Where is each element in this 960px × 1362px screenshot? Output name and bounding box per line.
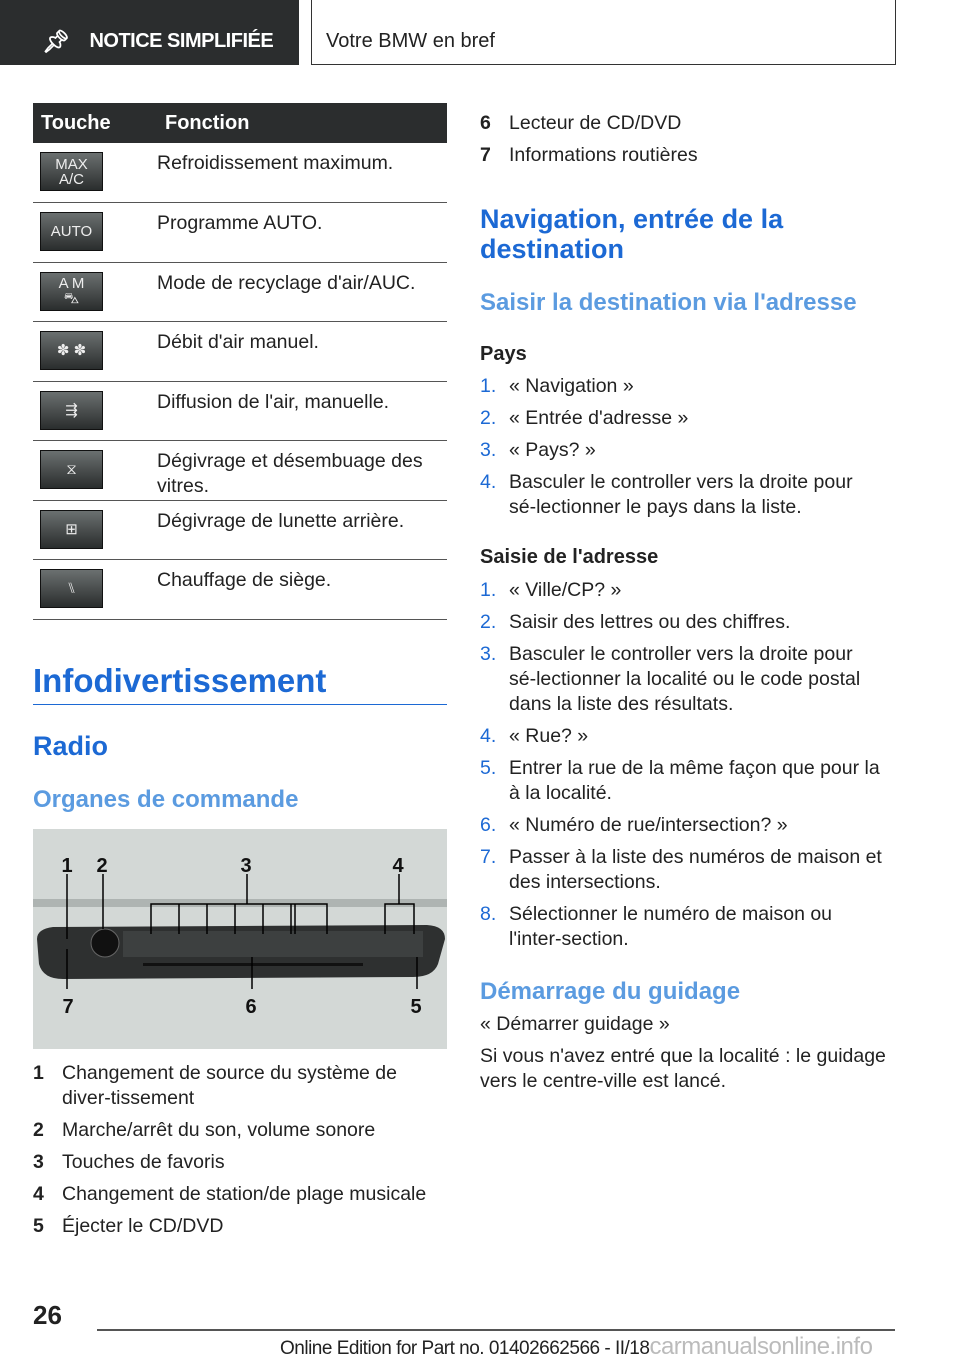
function-text: Programme AUTO. [157, 203, 447, 263]
key-label: ⇶ [65, 401, 78, 419]
item-number: 2. [480, 407, 497, 429]
list-item [480, 756, 895, 806]
list-item [480, 578, 895, 603]
key-label: ⑊ [66, 580, 76, 597]
item-number: 5 [33, 1215, 44, 1237]
list-item [480, 902, 895, 952]
list-item [480, 374, 895, 399]
radio-legend-list [33, 1061, 453, 1246]
list-item [33, 1061, 453, 1111]
saisie-steps [480, 578, 895, 959]
list-item [480, 813, 895, 838]
list-item [480, 406, 895, 431]
key-label: A M [58, 275, 85, 292]
item-text: Éjecter le CD/DVD [62, 1215, 224, 1237]
item-number: 1. [480, 375, 497, 397]
guidage-note: Si vous n'avez entré que la localité : le guidage vers le centre-ville est lancé. [480, 1045, 886, 1092]
edition-text: Online Edition for Part no. 01402662566 - II/18 [280, 1338, 650, 1359]
key-label: ⛍ [63, 290, 80, 307]
fig-label-5: 5 [410, 996, 422, 1018]
item-number: 7. [480, 846, 497, 868]
climate-key-icon [40, 272, 103, 311]
item-number: 3. [480, 439, 497, 461]
radio-heading: Radio [33, 731, 109, 761]
fig-label-1: 1 [61, 855, 73, 877]
item-number: 2 [33, 1119, 44, 1141]
list-item [480, 143, 900, 168]
saisie-heading: Saisie de l'adresse [480, 546, 659, 568]
list-item [33, 1118, 453, 1143]
item-text: Entrer la rue de la même façon que pour la à la localité. [509, 757, 880, 804]
item-text: Changement de station/de plage musicale [62, 1183, 427, 1205]
item-text: Basculer le controller vers la droite pour sé‑lectionner le pays dans la liste. [509, 471, 853, 518]
function-text: Dégivrage et désembuage des vitres. [157, 441, 447, 501]
section-title: NOTICE SIMPLIFIÉE [89, 30, 274, 52]
item-number: 1. [480, 579, 497, 601]
item-number: 3. [480, 643, 497, 665]
key-label: MAX [55, 155, 88, 173]
guidage-step: « Démarrer guidage » [480, 1013, 670, 1035]
controls-table [33, 103, 447, 620]
page-number: 26 [33, 1300, 62, 1330]
pin-icon: 📌︎ [42, 28, 70, 54]
key-label: ⧖ [66, 461, 77, 478]
list-item [480, 845, 895, 895]
navigation-heading: Navigation, entrée de la destination [480, 204, 784, 264]
table-row [33, 322, 447, 382]
infodivertissement-heading: Infodivertissement [33, 662, 447, 705]
list-item [480, 642, 895, 717]
climate-key-icon [40, 569, 103, 608]
climate-key-icon [40, 450, 103, 489]
table-row [33, 560, 447, 620]
chapter-title: Votre BMW en bref [326, 30, 495, 52]
table-row [33, 143, 447, 203]
controls-heading: Organes de commande [33, 786, 299, 813]
climate-key-icon [40, 152, 103, 191]
climate-key-icon [40, 510, 103, 549]
fig-label-4: 4 [392, 855, 404, 877]
table-row [33, 203, 447, 263]
chapter-tab [311, 0, 896, 65]
item-text: Lecteur de CD/DVD [509, 112, 682, 134]
address-heading: Saisir la destination via l'adresse [480, 289, 857, 316]
climate-key-icon [40, 391, 103, 430]
item-number: 4. [480, 471, 497, 493]
item-text: Changement de source du système de diver‑tissement [62, 1062, 397, 1109]
item-text: « Rue? » [509, 725, 589, 747]
item-number: 5. [480, 757, 497, 779]
list-item [480, 470, 895, 520]
key-label: ⊞ [65, 520, 78, 538]
item-number: 6. [480, 814, 497, 836]
list-item [33, 1182, 453, 1207]
item-number: 4. [480, 725, 497, 747]
radio-legend-list-cont [480, 111, 900, 175]
pays-heading: Pays [480, 343, 527, 365]
item-text: Marche/arrêt du son, volume sonore [62, 1119, 376, 1141]
table-row [33, 381, 447, 441]
key-label: ✽ ✽ [56, 342, 87, 359]
item-text: « Ville/CP? » [509, 579, 622, 601]
item-text: Basculer le controller vers la droite pour sé‑lectionner la localité ou le code postal dans la liste des résultats. [509, 643, 861, 715]
list-item [480, 111, 900, 136]
radio-control-panel-image [33, 829, 447, 1049]
list-item [480, 610, 895, 635]
fig-label-3: 3 [240, 855, 252, 877]
item-text: Sélectionner le numéro de maison ou l'inter‑section. [509, 903, 833, 950]
item-text: Informations routières [509, 144, 698, 166]
list-item [33, 1214, 453, 1239]
item-number: 4 [33, 1183, 44, 1205]
table-row [33, 441, 447, 501]
item-text: « Entrée d'adresse » [509, 407, 689, 429]
item-number: 8. [480, 903, 497, 925]
function-text: Chauffage de siège. [157, 560, 447, 620]
function-text: Diffusion de l'air, manuelle. [157, 381, 447, 441]
list-item [480, 438, 895, 463]
fig-label-7: 7 [62, 996, 74, 1018]
item-text: Saisir des lettres ou des chiffres. [509, 611, 791, 633]
item-text: « Navigation » [509, 375, 634, 397]
fig-label-6: 6 [245, 996, 257, 1018]
list-item [480, 724, 895, 749]
item-number: 7 [480, 144, 491, 166]
list-item [33, 1150, 453, 1175]
guidage-heading: Démarrage du guidage [480, 978, 741, 1005]
key-label: A/C [58, 170, 84, 188]
table-row [33, 500, 447, 560]
climate-key-icon [40, 331, 103, 370]
footer-rule [97, 1329, 895, 1331]
function-text: Débit d'air manuel. [157, 322, 447, 382]
col-fonction: Fonction [157, 103, 447, 143]
watermark: carmanualsonline.info [649, 1333, 873, 1360]
fig-label-2: 2 [96, 855, 108, 877]
key-label: AUTO [50, 223, 93, 240]
table-row [33, 262, 447, 322]
climate-key-icon [40, 212, 103, 251]
item-text: Passer à la liste des numéros de maison et des intersections. [509, 846, 882, 893]
item-text: « Numéro de rue/intersection? » [509, 814, 788, 836]
function-text: Mode de recyclage d'air/AUC. [157, 262, 447, 322]
function-text: Refroidissement maximum. [157, 143, 447, 203]
item-number: 6 [480, 112, 491, 134]
item-number: 3 [33, 1151, 44, 1173]
function-text: Dégivrage de lunette arrière. [157, 500, 447, 560]
pays-steps [480, 374, 895, 527]
col-touche: Touche [33, 103, 157, 143]
section-tab [0, 0, 299, 65]
item-number: 1 [33, 1062, 44, 1084]
item-text: « Pays? » [509, 439, 596, 461]
item-number: 2. [480, 611, 497, 633]
item-text: Touches de favoris [62, 1151, 225, 1173]
